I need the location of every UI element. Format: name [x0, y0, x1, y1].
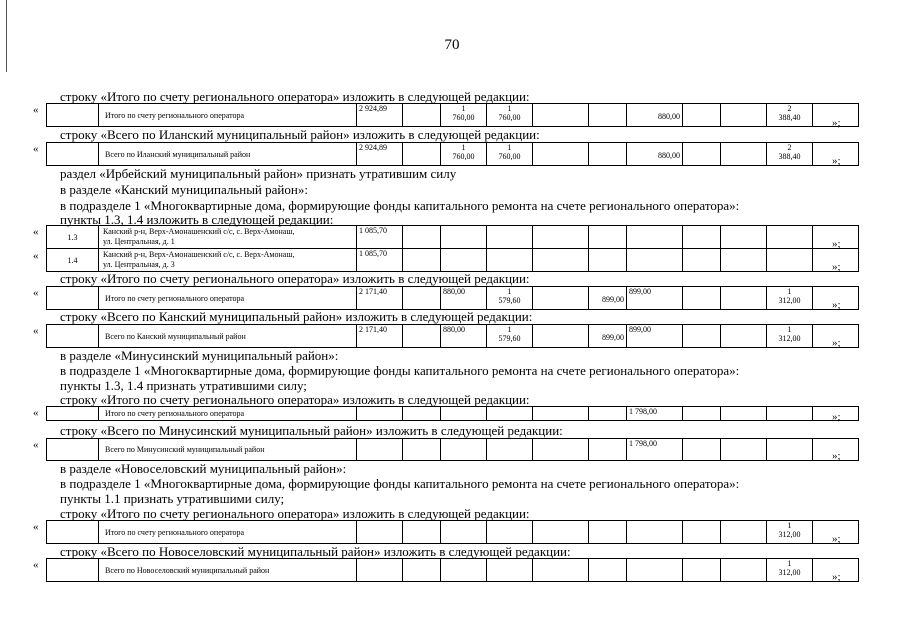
cell-empty [533, 143, 589, 166]
open-quote: « [33, 521, 39, 533]
cell-empty [47, 439, 99, 461]
row-address [99, 249, 357, 272]
cell-empty [683, 249, 721, 272]
cell-empty [721, 439, 767, 461]
cell-code: 1.4 [47, 249, 99, 272]
cell-bottom: 760,00 [452, 152, 475, 161]
cell-empty [589, 521, 627, 544]
row-name: Всего по Новоселовский муниципальный район [99, 559, 357, 582]
cell-empty [627, 226, 683, 249]
open-quote: « [33, 226, 39, 238]
instruction-line: строку «Всего по Иланский муниципальный район» изложить в следующей редакции: [60, 127, 540, 142]
close-quote: »; [832, 533, 841, 545]
cell-empty [683, 143, 721, 166]
cell-top: 1 [787, 325, 792, 334]
cell-empty [683, 407, 721, 421]
cell-empty [533, 559, 589, 582]
cell-split [767, 104, 813, 127]
cell-empty [683, 439, 721, 461]
cell-empty [441, 226, 487, 249]
table-row-novo-vsego [46, 558, 859, 582]
cell-code: 1.3 [47, 226, 99, 249]
cell-value: 880,00 [441, 287, 487, 310]
cell-empty [487, 521, 533, 544]
cell-empty [403, 226, 441, 249]
table-row-minus-vsego [46, 438, 859, 461]
cell-value: 899,00 [627, 325, 683, 348]
cell-empty [357, 407, 403, 421]
open-quote: « [33, 407, 39, 419]
instruction-line: пункты 1.3, 1.4 признать утратившими силу; [60, 378, 307, 393]
cell-empty [589, 249, 627, 272]
instruction-line: строку «Итого по счету регионального оператора» изложить в следующей редакции: [60, 271, 530, 286]
cell-empty [721, 226, 767, 249]
cell-bottom: 760,00 [498, 113, 521, 122]
cell-empty [533, 249, 589, 272]
cell-value [589, 325, 627, 348]
cell-empty [589, 407, 627, 421]
cell-empty [721, 287, 767, 310]
cell-value [627, 143, 683, 166]
cell-empty [403, 143, 441, 166]
cell-top: 1 [461, 143, 466, 152]
cell-split [767, 521, 813, 544]
cell-bottom: 579,60 [498, 334, 521, 343]
instruction-line: строку «Всего по Новоселовский муниципальный район» изложить в следующей редакции: [60, 544, 571, 559]
open-quote: « [33, 325, 39, 337]
cell-empty [533, 104, 589, 127]
cell-code [47, 143, 99, 166]
cell-empty [403, 104, 441, 127]
cell-bottom: 388,40 [778, 113, 801, 122]
cell-bottom-value: 880,00 [658, 151, 680, 160]
cell-bottom: 312,00 [778, 334, 801, 343]
cell-bottom: 312,00 [778, 568, 801, 577]
cell-value: 2 924,89 [357, 104, 403, 127]
close-quote: »; [832, 117, 841, 129]
cell-top: 1 [787, 521, 792, 530]
instruction-line: в разделе «Новоселовский муниципальный район»: [60, 461, 347, 476]
cell-empty [403, 439, 441, 461]
cell-empty [403, 249, 441, 272]
cell-bottom: 312,00 [778, 296, 801, 305]
close-quote: »; [832, 155, 841, 167]
cell-top: 1 [507, 287, 512, 296]
cell-empty [403, 287, 441, 310]
cell-bottom-value: 899,00 [602, 295, 624, 304]
cell-empty [721, 249, 767, 272]
cell-empty [533, 407, 589, 421]
cell-split [767, 559, 813, 582]
cell-empty [47, 521, 99, 544]
table-row-kansk-vsego [46, 324, 859, 348]
cell-empty [403, 559, 441, 582]
cell-split [487, 287, 533, 310]
cell-empty [533, 521, 589, 544]
page-number: 70 [444, 37, 460, 53]
cell-split [767, 325, 813, 348]
address-line: ул. Центральная, д. 1 [103, 237, 175, 246]
cell-split [487, 104, 533, 127]
open-quote: « [33, 143, 39, 155]
cell-empty [721, 143, 767, 166]
cell-empty [47, 559, 99, 582]
cell-empty [533, 439, 589, 461]
cell-empty [627, 521, 683, 544]
open-quote: « [33, 104, 39, 116]
row-name: Всего по Иланский муниципальный район [99, 143, 357, 166]
cell-bottom: 388,40 [778, 152, 801, 161]
cell-top: 1 [787, 287, 792, 296]
cell-value [627, 104, 683, 127]
row-name: Всего по Канский муниципальный район [99, 325, 357, 348]
cell-empty [47, 407, 99, 421]
instruction-line: в подразделе 1 «Многоквартирные дома, формирующие фонды капитального ремонта на счете регионального оператора»: [60, 198, 740, 213]
cell-empty [627, 249, 683, 272]
cell-empty [683, 325, 721, 348]
cell-value: 880,00 [441, 325, 487, 348]
cell-bottom: 760,00 [452, 113, 475, 122]
table-row-novo-itogo [46, 520, 859, 544]
cell-empty [487, 249, 533, 272]
table-row-ilan-vsego [46, 142, 859, 166]
scan-edge-line [6, 0, 7, 72]
cell-empty [441, 407, 487, 421]
cell-empty [47, 287, 99, 310]
address-line: Канский р-н, Верх-Амонашенский с/с, с. Верх-Амонаш, [103, 227, 295, 236]
instruction-line: строку «Всего по Минусинский муниципальный район» изложить в следующей редакции: [60, 423, 563, 438]
row-name: Итого по счету регионального оператора [99, 407, 357, 421]
table-points-1-3-1-4 [46, 225, 859, 272]
cell-empty [533, 325, 589, 348]
cell-value: 1 085,70 [357, 249, 403, 272]
cell-empty [403, 325, 441, 348]
instruction-line: раздел «Ирбейский муниципальный район» признать утратившим силу [60, 166, 457, 181]
table-row-1-3 [47, 226, 859, 249]
close-quote: »; [832, 299, 841, 311]
table-row-minus-itogo [46, 406, 859, 421]
row-address [99, 226, 357, 249]
cell-bottom-value: 880,00 [658, 112, 680, 121]
cell-empty [767, 249, 813, 272]
cell-empty [441, 521, 487, 544]
cell-empty [721, 325, 767, 348]
table-row-kansk-itogo [46, 286, 859, 310]
cell-empty [441, 439, 487, 461]
cell-code [47, 104, 99, 127]
instruction-line: строку «Итого по счету регионального оператора» изложить в следующей редакции: [60, 89, 530, 104]
cell-empty [683, 104, 721, 127]
cell-empty [487, 407, 533, 421]
instruction-line: строку «Итого по счету регионального оператора» изложить в следующей редакции: [60, 392, 530, 407]
close-quote: »; [832, 450, 841, 462]
cell-empty [403, 521, 441, 544]
instruction-line: пункты 1.3, 1.4 изложить в следующей редакции: [60, 212, 334, 227]
close-quote: »; [832, 238, 841, 250]
cell-top: 2 [787, 104, 792, 113]
close-quote: »; [832, 337, 841, 349]
table-row-1-4 [47, 249, 859, 272]
cell-empty [589, 226, 627, 249]
cell-top: 1 [507, 104, 512, 113]
cell-empty [683, 226, 721, 249]
cell-empty [357, 521, 403, 544]
instruction-line: строку «Итого по счету регионального оператора» изложить в следующей редакции: [60, 506, 530, 521]
cell-empty [47, 325, 99, 348]
cell-split [767, 287, 813, 310]
instruction-line: в разделе «Канский муниципальный район»: [60, 182, 308, 197]
open-quote: « [33, 250, 39, 262]
row-name: Итого по счету регионального оператора [99, 521, 357, 544]
cell-empty [683, 521, 721, 544]
close-quote: »; [832, 411, 841, 423]
cell-empty [487, 439, 533, 461]
cell-value [589, 287, 627, 310]
cell-split [441, 104, 487, 127]
instruction-line: строку «Всего по Канский муниципальный район» изложить в следующей редакции: [60, 309, 533, 324]
cell-split [767, 143, 813, 166]
cell-split [441, 143, 487, 166]
cell-empty [487, 226, 533, 249]
cell-value: 2 171,40 [357, 287, 403, 310]
cell-empty [533, 287, 589, 310]
cell-bottom-value: 899,00 [602, 333, 624, 342]
close-quote: »; [832, 571, 841, 583]
cell-top: 1 [461, 104, 466, 113]
cell-value: 1 798,00 [627, 439, 683, 461]
cell-empty [683, 287, 721, 310]
open-quote: « [33, 439, 39, 451]
cell-empty [589, 143, 627, 166]
instruction-line: в подразделе 1 «Многоквартирные дома, формирующие фонды капитального ремонта на счете регионального оператора»: [60, 476, 740, 491]
open-quote: « [33, 559, 39, 571]
cell-split [487, 143, 533, 166]
address-line: ул. Центральная, д. 3 [103, 260, 175, 269]
cell-bottom: 579,60 [498, 296, 521, 305]
row-name: Итого по счету регионального оператора [99, 104, 357, 127]
cell-top: 1 [787, 559, 792, 568]
cell-bottom: 312,00 [778, 530, 801, 539]
row-name: Всего по Минусинский муниципальный район [99, 439, 357, 461]
table-row-ilan-itogo [46, 103, 859, 127]
cell-value: 899,00 [627, 287, 683, 310]
open-quote: « [33, 287, 39, 299]
cell-empty [721, 559, 767, 582]
address-line: Канский р-н, Верх-Амонашенский с/с, с. Верх-Амонаш, [103, 250, 295, 259]
cell-value: 2 171,40 [357, 325, 403, 348]
cell-split [487, 325, 533, 348]
cell-top: 2 [787, 143, 792, 152]
cell-empty [721, 104, 767, 127]
cell-empty [589, 559, 627, 582]
cell-empty [403, 407, 441, 421]
cell-value: 2 924,89 [357, 143, 403, 166]
instruction-line: пункты 1.1 признать утратившими силу; [60, 491, 285, 506]
cell-empty [589, 104, 627, 127]
cell-empty [441, 249, 487, 272]
cell-top: 1 [507, 325, 512, 334]
cell-empty [441, 559, 487, 582]
cell-empty [721, 521, 767, 544]
cell-empty [767, 439, 813, 461]
cell-empty [357, 439, 403, 461]
cell-empty [767, 226, 813, 249]
cell-empty [589, 439, 627, 461]
instruction-line: в разделе «Минусинский муниципальный район»: [60, 348, 339, 363]
close-quote: »; [832, 261, 841, 273]
instruction-line: в подразделе 1 «Многоквартирные дома, формирующие фонды капитального ремонта на счете регионального оператора»: [60, 363, 740, 378]
cell-empty [767, 407, 813, 421]
cell-top: 1 [507, 143, 512, 152]
cell-bottom: 760,00 [498, 152, 521, 161]
cell-value: 1 798,00 [627, 407, 683, 421]
cell-value: 1 085,70 [357, 226, 403, 249]
cell-empty [683, 559, 721, 582]
cell-empty [533, 226, 589, 249]
cell-empty [627, 559, 683, 582]
row-name: Итого по счету регионального оператора [99, 287, 357, 310]
cell-empty [487, 559, 533, 582]
cell-empty [357, 559, 403, 582]
cell-empty [721, 407, 767, 421]
